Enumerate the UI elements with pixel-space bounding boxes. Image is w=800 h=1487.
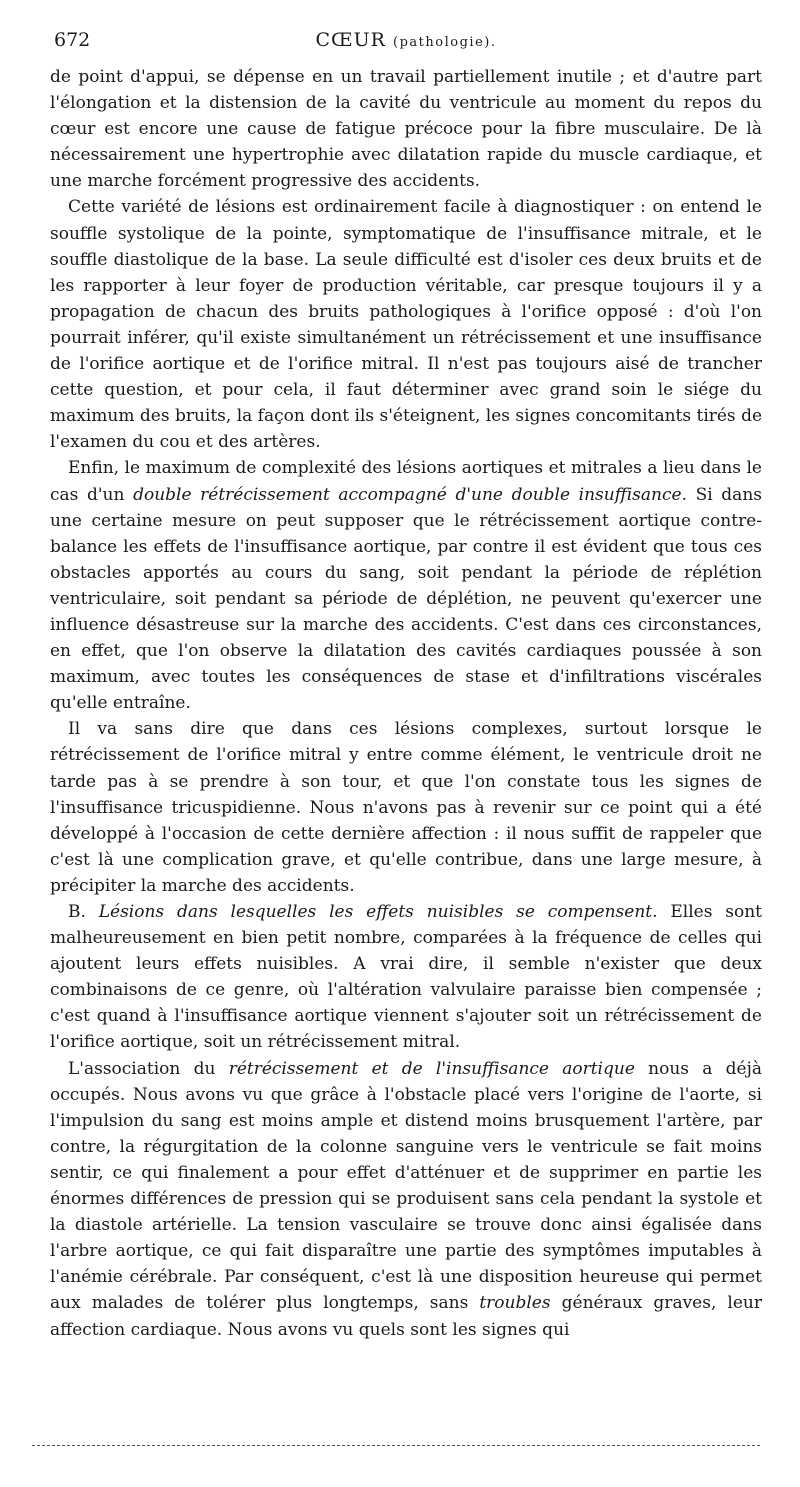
paragraph-6-emphasis-2: troubles xyxy=(479,1293,551,1314)
footer-rule xyxy=(32,1445,760,1446)
paragraph-3 xyxy=(50,455,762,716)
paragraph-6 xyxy=(50,1056,762,1343)
paragraph-4: Il va sans dire que dans ces lésions complexes, surtout lorsque le rétrécissement de l'orifice mitral y entre comme élément, le ventricule droit ne tarde pas à se prendre à son tour, et que l'on constate tous les signes de l'insuffisance tricuspidienne. Nous n'avons pas à revenir sur ce point qui a été développé à l'occasion de cette dernière affection : il nous suffit de rappeler que c'est là une complication grave, et qu'elle contribue, dans une large mesure, à précipiter la marche des accidents. xyxy=(50,719,762,896)
header-title-main: CŒUR xyxy=(315,29,386,51)
paragraph-5-tail: Elles sont malheureusement en bien petit nombre, comparées à la fréquence de celles qui ajoutent leurs effets nuisibles. A vrai dire, il semble n'exister que deux combinaisons de ce genre, où l'altération valvulaire paraisse bien compensée ; c'est quand à l'insuffisance aortique viennent s'ajouter soit un rétrécissement de l'orifice aortique, soit un rétrécissement mitral. xyxy=(50,902,762,1053)
paragraph-5-lead: B. xyxy=(68,902,99,922)
running-head xyxy=(50,26,762,54)
page-number: 672 xyxy=(54,29,91,51)
paragraph-6-mid: nous a déjà occupés. Nous avons vu que grâce à l'obstacle placé vers l'origine de l'aorte, si l'impulsion du sang est moins ample et distend moins brusquement l'artère, par contre, la régurgitation de la colonne sanguine vers le ventricule se fait moins sentir, ce qui finalement a pour effet d'atténuer et de supprimer en partie les énormes différences de pression qui se produisent sans cela pendant la systole et la diastole artérielle. La tension vasculaire se trouve donc ainsi égalisée dans l'arbre aortique, ce qui fait disparaître une partie des symptômes imputables à l'anémie cérébrale. Par conséquent, c'est là une disposition heureuse qui permet aux malades de tolérer plus longtemps, sans xyxy=(50,1058,763,1314)
paragraph-1: de point d'appui, se dépense en un travail partiellement inutile ; et d'autre part l'élongation et la distension de la cavité du ventricule au moment du repos du cœur est encore une cause de fatigue précoce pour la fibre musculaire. De là nécessairement une hypertrophie avec dilatation rapide du muscle cardiaque, et une marche forcément progressive des accidents. xyxy=(50,67,762,192)
book-page xyxy=(50,26,762,1343)
paragraph-3-tail: Si dans une certaine mesure on peut supposer que le rétrécissement aortique contre-balance les effets de l'insuffisance aortique, par contre il est évident que tous ces obstacles apportés au cours du sang, soit pendant la période de réplétion ventriculaire, soit pendant sa période de déplétion, ne peuvent qu'exercer une influence désastreuse sur la marche des accidents. C'est dans ces circonstances, en effet, que l'on observe la dilatation des cavités cardiaques poussée à son maximum, avec toutes les conséquences de stase et d'infiltrations viscérales qu'elle entraîne. xyxy=(50,484,762,714)
paragraph-6-lead: L'association du xyxy=(68,1058,229,1079)
paragraph-3-lead: Enfin, le maximum de complexité des lésions aortiques et mitrales a lieu dans le cas d'un xyxy=(50,458,762,505)
paragraph-6-emphasis: rétrécissement et de l'insuffisance aortique xyxy=(228,1058,635,1079)
paragraph-5 xyxy=(50,899,762,1056)
paragraph-3-emphasis: double rétrécissement accompagné d'une double insuffisance. xyxy=(133,484,687,505)
paragraph-6-tail: généraux graves, leur affection cardiaque. Nous avons vu quels sont les signes qui xyxy=(50,1293,762,1340)
paragraph-2: Cette variété de lésions est ordinairement facile à diagnostiquer : on entend le souffle systolique de la pointe, symptomatique de l'insuffisance mitrale, et le souffle diastolique de la base. La seule difficulté est d'isoler ces deux bruits et de les rapporter à leur foyer de production véritable, car presque toujours il y a propagation de chacun des bruits pathologiques à l'orifice opposé : d'où l'on pourrait inférer, qu'il existe simultanément un rétrécissement et une insuffisance de l'orifice aortique et de l'orifice mitral. Il n'est pas toujours aisé de trancher cette question, et pour cela, il faut déterminer avec grand soin le siége du maximum des bruits, la façon dont ils s'éteignent, les signes concomitants tirés de l'examen du cou et des artères. xyxy=(50,197,763,453)
header-title-sub: (pathologie). xyxy=(393,35,497,50)
paragraph-5-heading: Lésions dans lesquelles les effets nuisibles se compensent. xyxy=(98,902,658,922)
body-text xyxy=(50,64,762,1343)
header-title xyxy=(50,26,762,57)
